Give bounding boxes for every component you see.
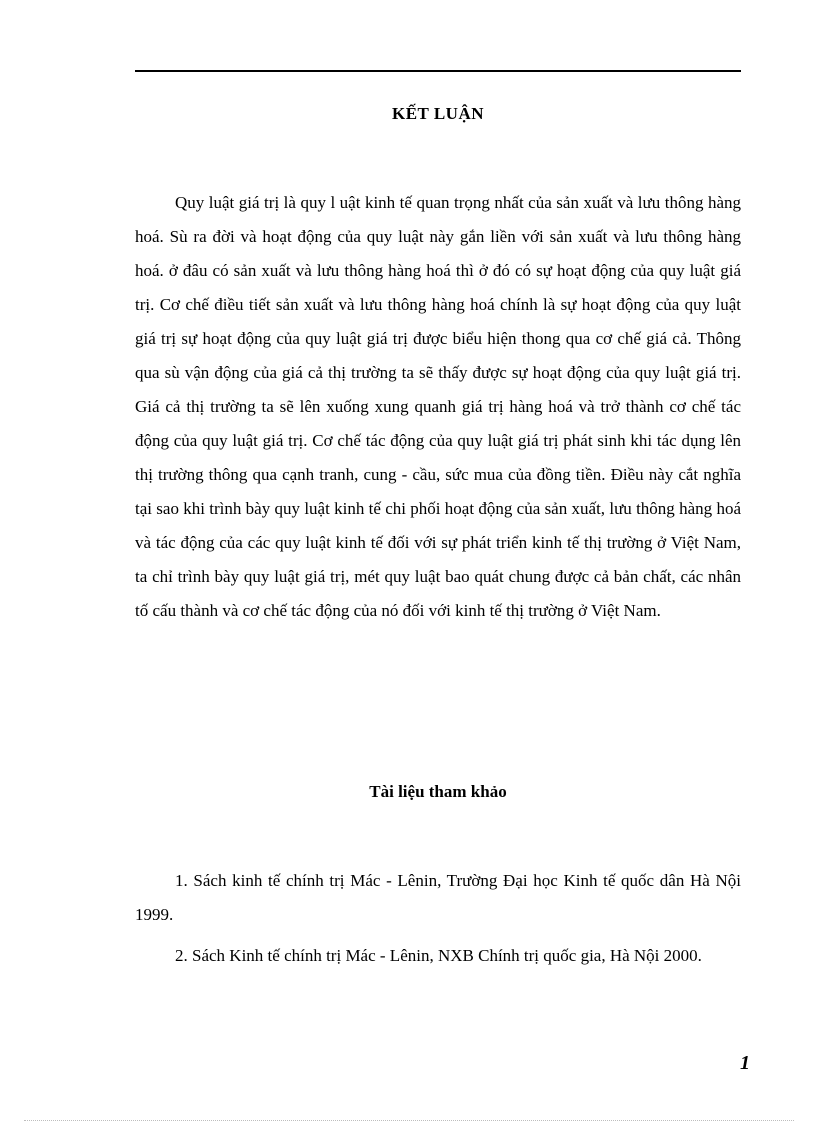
reference-item: 2. Sách Kinh tế chính trị Mác - Lênin, NXB Chính trị quốc gia, Hà Nội 2000. bbox=[175, 946, 702, 965]
page-number: 1 bbox=[740, 1052, 750, 1074]
reference-item: 1. Sách kinh tế chính trị Mác - Lênin, Trường Đại học Kinh tế quốc dân Hà Nội 1999. bbox=[135, 871, 741, 924]
page-bottom-border bbox=[24, 1120, 794, 1121]
references-list bbox=[135, 864, 741, 980]
header-rule bbox=[135, 70, 741, 72]
conclusion-heading: KẾT LUẬN bbox=[391, 104, 484, 123]
references-heading: Tài liệu tham khảo bbox=[369, 782, 507, 801]
conclusion-paragraph: Quy luật giá trị là quy l uật kinh tế quan trọng nhất của sản xuất và lưu thông hàng hoá. Sù ra đời và hoạt động của quy luật này gắn liền với sản xuất và lưu thông hàng hoá. ở đâu có sản xuất và lưu thông hàng hoá thì ở đó có sự hoạt động của quy luật giá trị. Cơ chế điều tiết sản xuất và lưu thông hàng hoá chính là sự hoạt động của quy luật giá trị sự hoạt động của quy luật giá trị được biểu hiện thong qua cơ chế giá cả. Thông qua sù vận động của giá cả thị trường ta sẽ thấy được sự hoạt động của quy luật giá trị. Giá cả thị trường ta sẽ lên xuống xung quanh giá trị hàng hoá và trở thành cơ chế tác động của quy luật giá trị. Cơ chế tác động của quy luật giá trị phát sinh khi tác dụng lên thị trường thông qua cạnh tranh, cung - cầu, sức mua của đồng tiền. Điều này cắt nghĩa tại sao khi trình bày quy luật kinh tế chi phối hoạt động của sản xuất, lưu thông hàng hoá và tác động của các quy luật kinh tế đối với sự phát triển kinh tế thị trường ở Việt Nam, ta chỉ trình bày quy luật giá trị, mét quy luật bao quát chung được cả bản chất, các nhân tố cấu thành và cơ chế tác động của nó đối với kinh tế thị trường ở Việt Nam. bbox=[135, 193, 741, 620]
